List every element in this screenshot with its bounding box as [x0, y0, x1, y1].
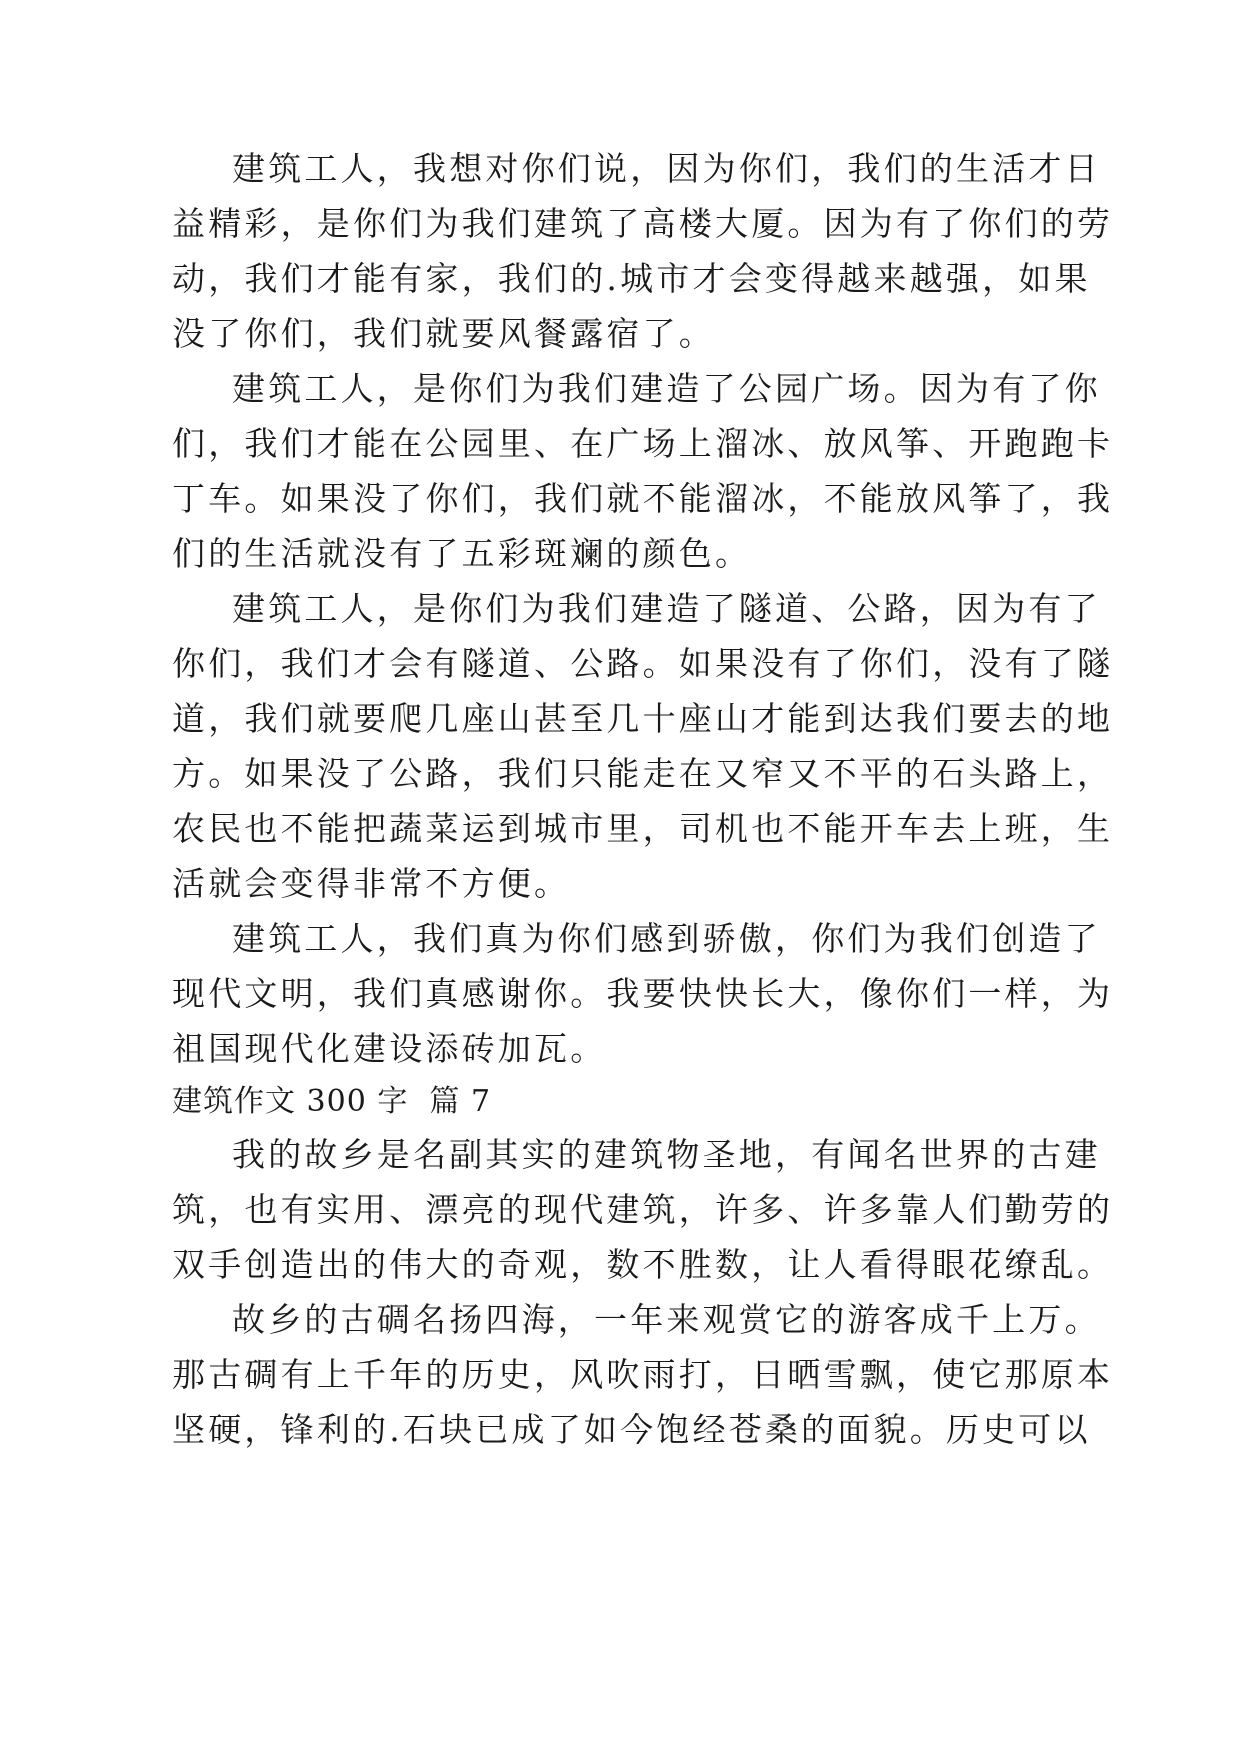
- text-line: 丁车。如果没了你们，我们就不能溜冰，不能放风筝了，我: [172, 479, 1114, 518]
- text-line: 方。如果没了公路，我们只能走在又窄又不平的石头路上，: [172, 754, 1114, 793]
- text-line: 没了你们，我们就要风餐露宿了。: [172, 314, 715, 353]
- text-line: 筑，也有实用、漂亮的现代建筑，许多、许多靠人们勤劳的: [172, 1190, 1114, 1229]
- text-line: 们的生活就没有了五彩斑斓的颜色。: [172, 534, 752, 573]
- text-line: 建筑工人，我想对你们说，因为你们，我们的生活才日: [232, 149, 1101, 188]
- text-line: 益精彩，是你们为我们建筑了高楼大厦。因为有了你们的劳: [172, 204, 1114, 243]
- text-line: 现代文明，我们真感谢你。我要快快长大，像你们一样，为: [172, 974, 1114, 1013]
- section-heading: 建筑作文 300 字 篇 7: [172, 1084, 492, 1119]
- text-line: 建筑工人，我们真为你们感到骄傲，你们为我们创造了: [232, 919, 1101, 958]
- text-line: 双手创造出的伟大的奇观，数不胜数，让人看得眼花缭乱。: [172, 1245, 1114, 1284]
- text-line: 那古碉有上千年的历史，风吹雨打，日晒雪飘，使它那原本: [172, 1355, 1114, 1394]
- text-line: 活就会变得非常不方便。: [172, 864, 571, 903]
- text-line: 你们，我们才会有隧道、公路。如果没有了你们，没有了隧: [172, 644, 1114, 683]
- text-line: 建筑工人，是你们为我们建造了隧道、公路，因为有了: [232, 589, 1101, 628]
- text-line: 故乡的古碉名扬四海，一年来观赏它的游客成千上万。: [232, 1300, 1101, 1339]
- text-line: 坚硬，锋利的.石块已成了如今饱经苍桑的面貌。历史可以: [172, 1410, 1091, 1449]
- text-line: 道，我们就要爬几座山甚至几十座山才能到达我们要去的地: [172, 699, 1114, 738]
- text-line: 们，我们才能在公园里、在广场上溜冰、放风筝、开跑跑卡: [172, 424, 1114, 463]
- text-line: 我的故乡是名副其实的建筑物圣地，有闻名世界的古建: [232, 1135, 1101, 1174]
- text-line: 建筑工人，是你们为我们建造了公园广场。因为有了你: [232, 369, 1101, 408]
- text-line: 祖国现代化建设添砖加瓦。: [172, 1029, 607, 1068]
- text-line: 农民也不能把蔬菜运到城市里，司机也不能开车去上班，生: [172, 809, 1114, 848]
- text-line: 动，我们才能有家，我们的.城市才会变得越来越强，如果: [172, 259, 1091, 298]
